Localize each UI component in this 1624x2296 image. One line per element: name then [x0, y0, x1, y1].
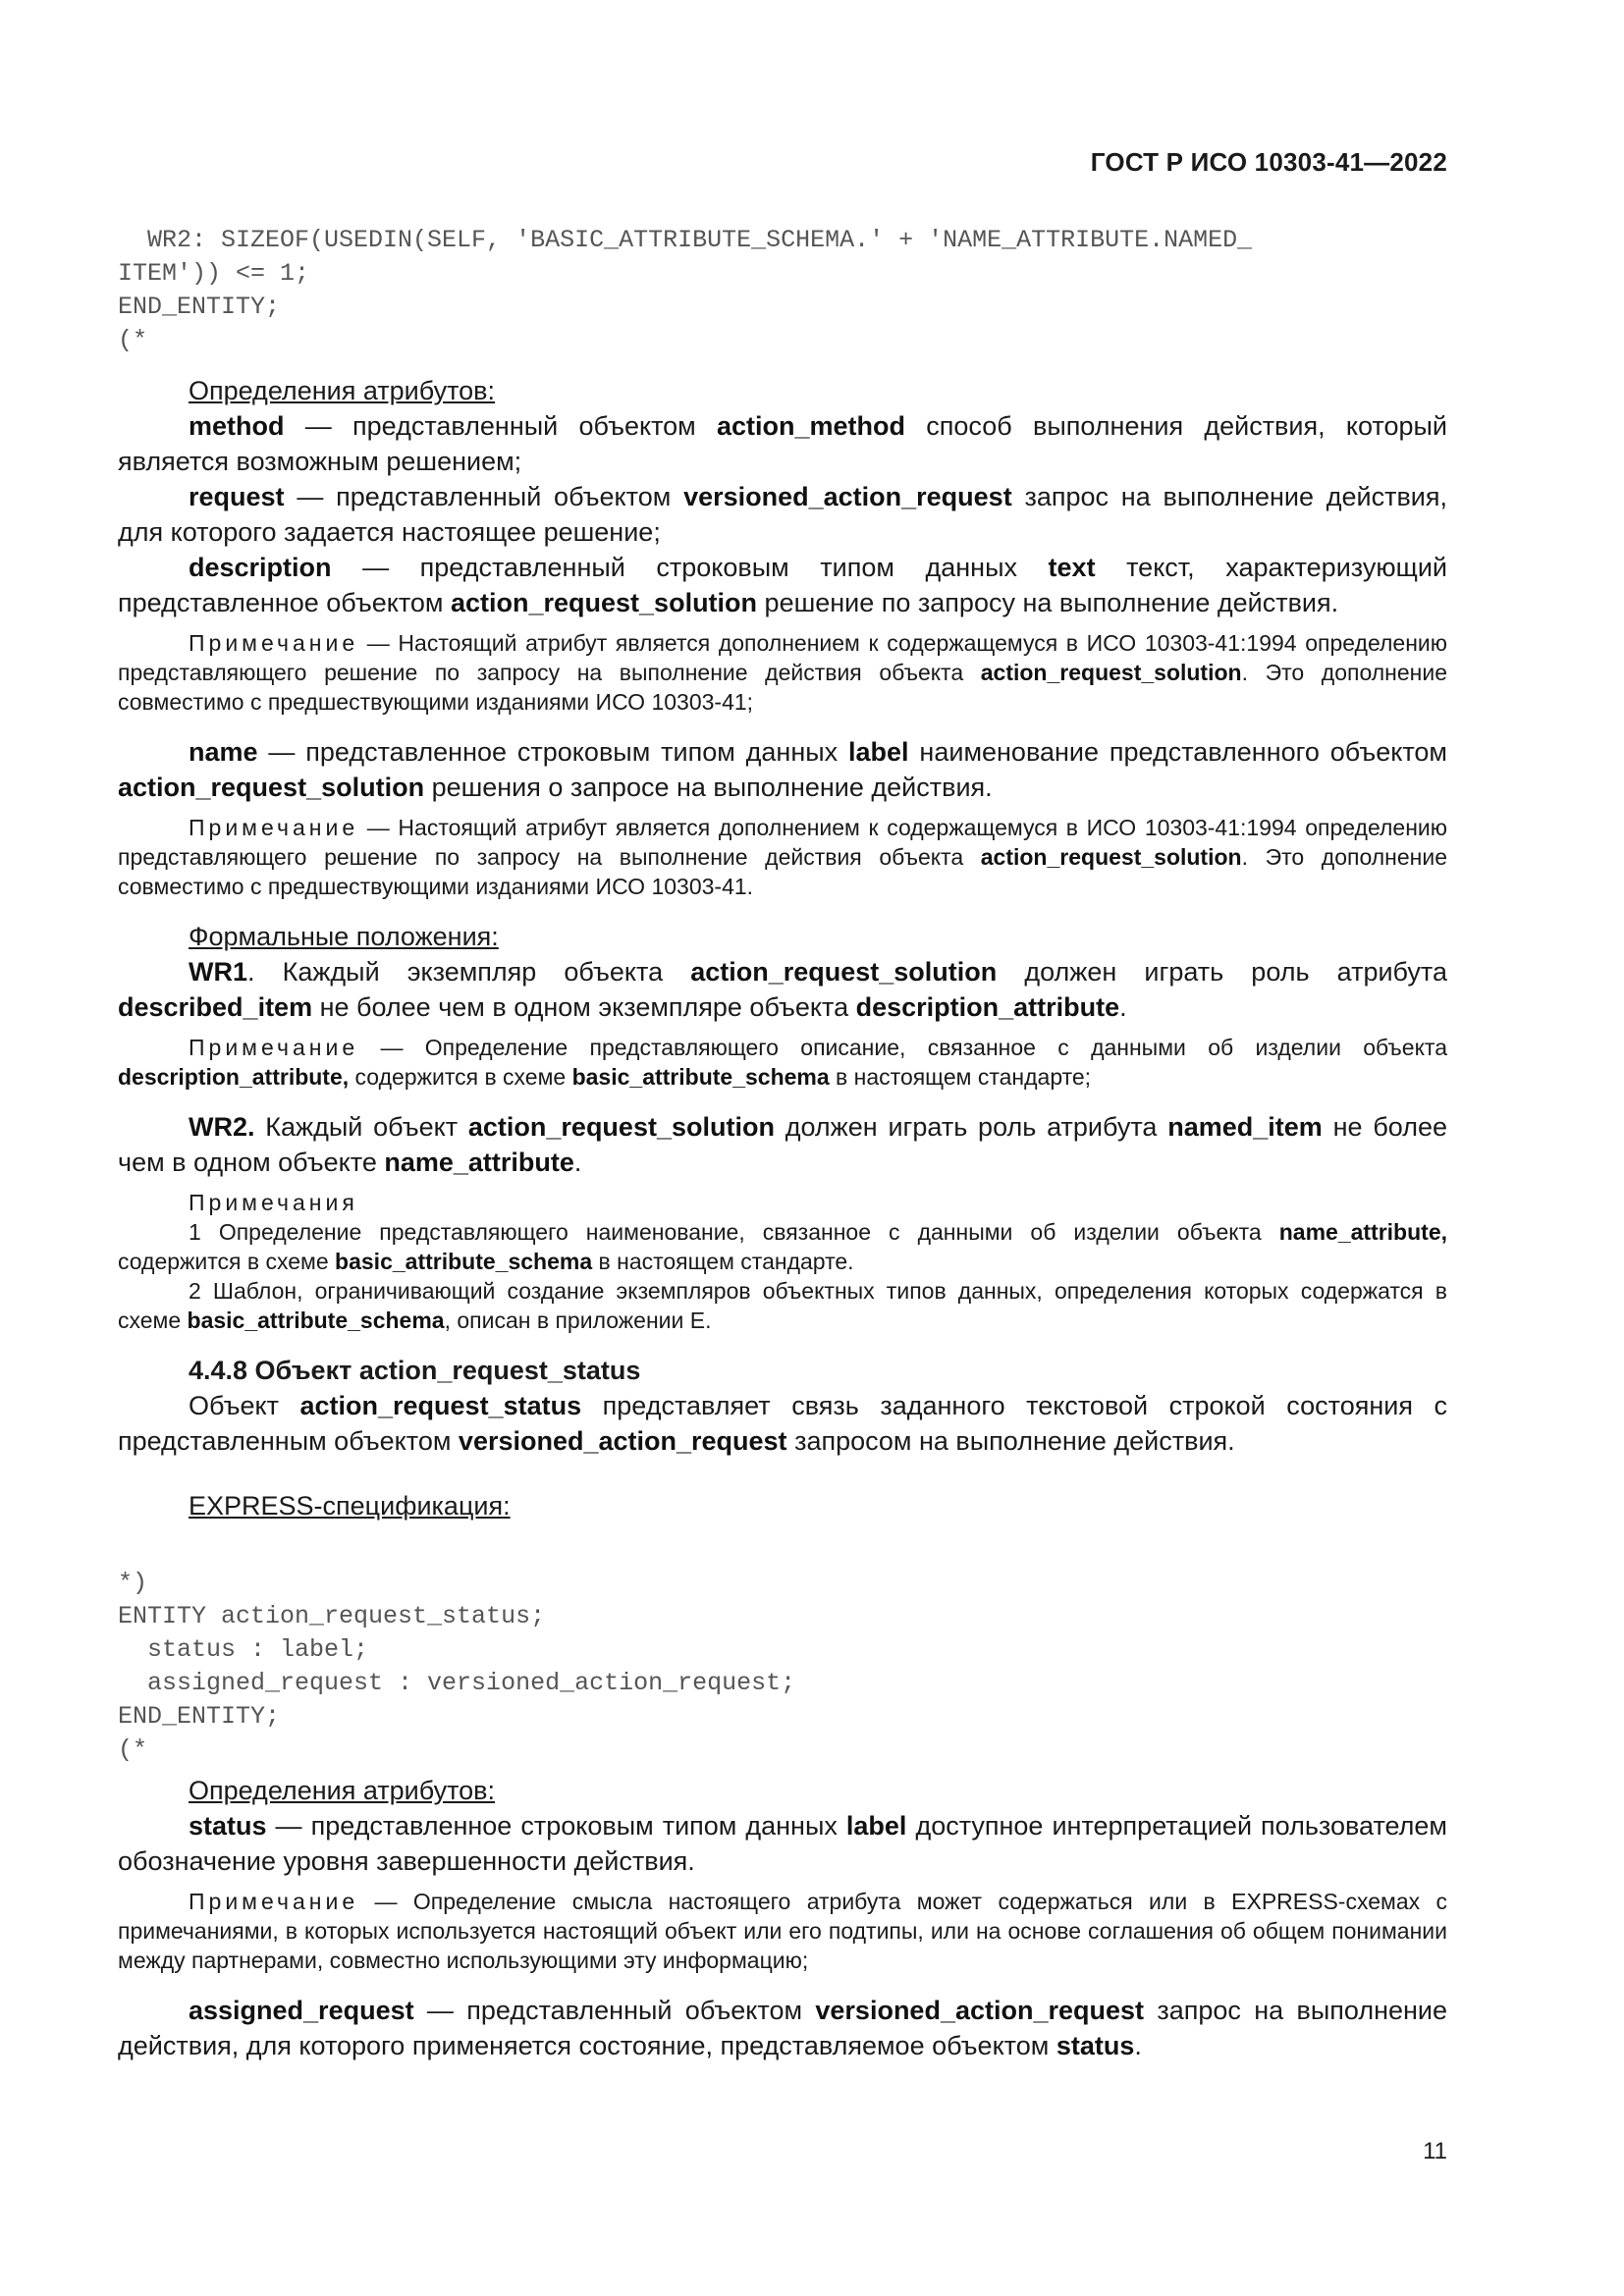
- term: assigned_request: [189, 1996, 414, 2025]
- rule-label: WR2.: [189, 1112, 255, 1142]
- express-specification-heading: EXPRESS-спецификация:: [189, 1491, 511, 1521]
- def-name: name — представленное строковым типом данных label наименование представленного объектом action_request_solution решения о запросе на выполнение действия.: [118, 737, 1447, 802]
- express-code-block-1: [118, 224, 1252, 357]
- code-line: WR2: SIZEOF(USEDIN(SELF, 'BASIC_ATTRIBUTE_SCHEMA.' + 'NAME_ATTRIBUTE.NAMED_: [118, 226, 1253, 254]
- rule-wr1: WR1. Каждый экземпляр объекта action_request_solution должен играть роль атрибута described_item не более чем в одном экземпляре объекта description_attribute.: [118, 957, 1447, 1022]
- def-assigned-request: assigned_request — представленный объектом versioned_action_request запрос на выполнение действия, для которого применяется состояние, представляемое объектом status.: [118, 1996, 1448, 2060]
- term: request: [189, 482, 285, 511]
- note-label: Примечание: [189, 815, 359, 840]
- note-item-2: 2 Шаблон, ограничивающий создание экземпляров объектных типов данных, определения которых содержатся в схеме basic_attribute_schema, описан в приложении Е.: [118, 1278, 1447, 1333]
- def-method: method — представленный объектом action_method способ выполнения действия, который является возможным решением;: [118, 411, 1447, 476]
- note-2: Примечание — Настоящий атрибут является дополнением к содержащемуся в ИСО 10303-41:1994 определению представляющего решение по запросу на выполнение действия объекта action_request_solution. Это дополнение совместимо с предшествующими изданиями ИСО 10303-41.: [118, 815, 1447, 899]
- note-1: Примечание — Настоящий атрибут является дополнением к содержащемуся в ИСО 10303-41:1994 определению представляющего решение по запросу на выполнение действия объекта action_request_solution. Это дополнение совместимо с предшествующими изданиями ИСО 10303-41;: [118, 630, 1447, 715]
- notes-label: Примечания: [189, 1190, 358, 1215]
- page-number: 11: [1423, 2138, 1447, 2164]
- formal-propositions-heading: Формальные положения:: [189, 922, 499, 951]
- note-label: Примечание: [189, 1889, 359, 1914]
- note-item-1: 1 Определение представляющего наименование, связанное с данными об изделии объекта name_attribute, содержится в схеме basic_attribute_schema в настоящем стандарте.: [118, 1219, 1447, 1274]
- note-label: Примечание: [189, 630, 359, 656]
- code-line: status : label;: [118, 1635, 369, 1664]
- term: name: [189, 737, 258, 767]
- term: method: [189, 411, 285, 441]
- term: status: [189, 1811, 267, 1841]
- attribute-definitions-heading-2: Определения атрибутов:: [189, 1776, 496, 1805]
- note-4: Примечание — Определение смысла настоящего атрибута может содержаться или в EXPRESS-схемах с примечаниями, в которых используется настоящий объект или его подтипы, или на основе соглашения об общем понимании между партнерами, совместно использующими эту информацию;: [118, 1889, 1447, 1973]
- code-line: (*: [118, 326, 148, 354]
- code-line: assigned_request : versioned_action_request;: [118, 1669, 796, 1697]
- express-code-block-2: [118, 1567, 795, 1767]
- main-text-flow-2: [118, 1773, 1447, 2063]
- rule-label: WR1: [189, 957, 247, 987]
- def-description: description — представленный строковым типом данных text текст, характеризующий представленное объектом action_request_solution решение по запросу на выполнение действия.: [118, 553, 1447, 617]
- main-text-flow-1: [118, 373, 1447, 1523]
- section-intro: Объект action_request_status представляет связь заданного текстовой строкой состояния с представленным объектом versioned_action_request запросом на выполнение действия.: [118, 1391, 1447, 1456]
- attribute-definitions-heading: Определения атрибутов:: [189, 376, 496, 405]
- rule-wr2: WR2. Каждый объект action_request_solution должен играть роль атрибута named_item не более чем в одном объекте name_attribute.: [118, 1112, 1448, 1177]
- section-title: 4.4.8 Объект action_request_status: [189, 1356, 641, 1385]
- document-page: [118, 0, 1447, 2296]
- document-header: ГОСТ Р ИСО 10303-41—2022: [1090, 147, 1447, 177]
- code-line: ITEM')) <= 1;: [118, 259, 310, 288]
- code-line: ENTITY action_request_status;: [118, 1602, 546, 1630]
- def-status: status — представленное строковым типом данных label доступное интерпретацией пользователем обозначение уровня завершенности действия.: [118, 1811, 1447, 1876]
- code-line: END_ENTITY;: [118, 1702, 281, 1731]
- def-request: request — представленный объектом versioned_action_request запрос на выполнение действия, для которого задается настоящее решение;: [118, 482, 1448, 547]
- code-line: (*: [118, 1735, 148, 1764]
- code-line: *): [118, 1569, 148, 1597]
- term: description: [189, 553, 332, 582]
- note-label: Примечание: [189, 1035, 359, 1060]
- note-3: Примечание — Определение представляющего описание, связанное с данными об изделии объекта description_attribute, содержится в схеме basic_attribute_schema в настоящем стандарте;: [118, 1035, 1447, 1090]
- code-line: END_ENTITY;: [118, 293, 281, 321]
